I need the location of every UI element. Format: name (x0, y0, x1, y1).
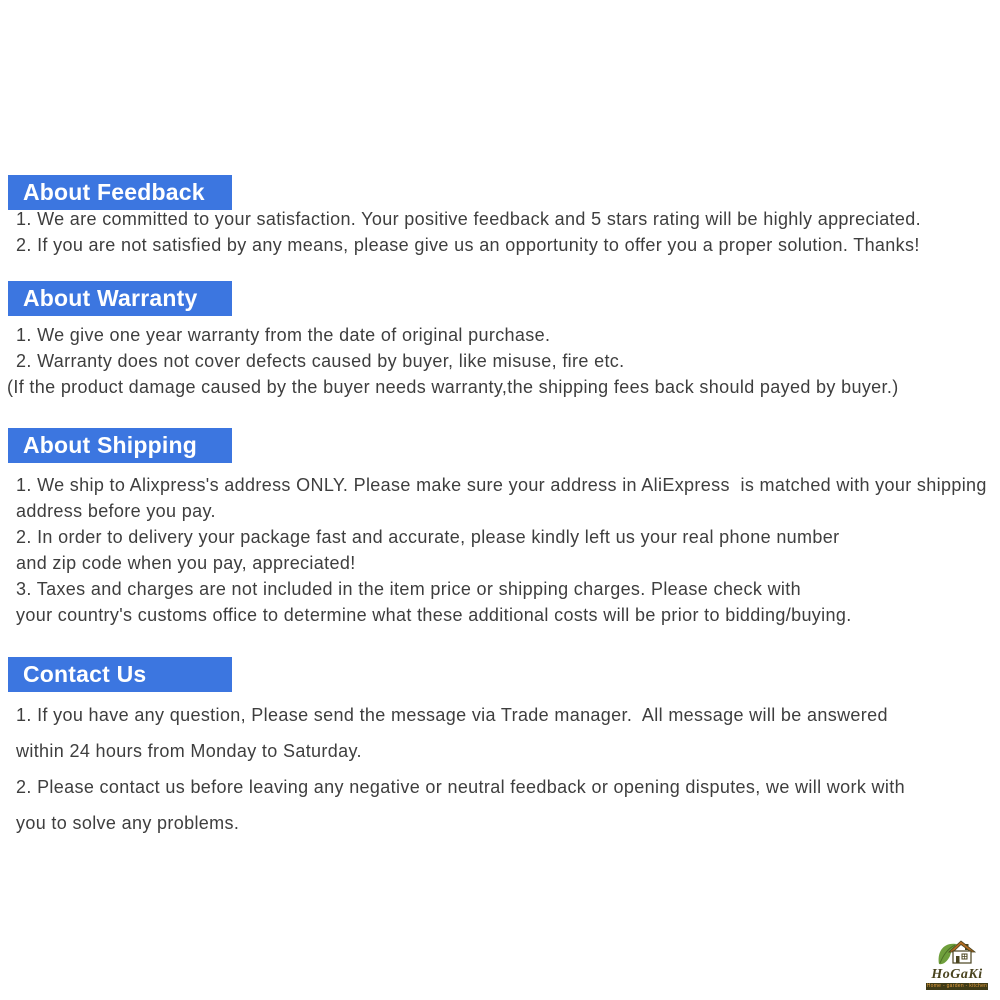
section-title-about-feedback: About Feedback (8, 175, 232, 210)
warranty-line-3: (If the product damage caused by the buyer needs warranty,the shipping fees back should payed by buyer.) (7, 377, 899, 397)
section-title-about-shipping: About Shipping (8, 428, 232, 463)
warranty-line-2: 2. Warranty does not cover defects caused by buyer, like misuse, fire etc. (16, 351, 625, 371)
section-title-contact-us: Contact Us (8, 657, 232, 692)
shipping-line-2-cont: and zip code when you pay, appreciated! (16, 553, 356, 573)
contact-line-1: 1. If you have any question, Please send the message via Trade manager. All message will be answered (16, 705, 888, 725)
feedback-line-2: 2. If you are not satisfied by any means, please give us an opportunity to offer you a proper solution. Thanks! (16, 235, 920, 255)
shipping-line-1-cont: address before you pay. (16, 501, 216, 521)
brand-name: HoGaKi (931, 967, 983, 982)
section-body-about-warranty (0, 322, 1000, 400)
leaf-house-icon (935, 938, 979, 968)
brand-tagline: Home - garden - kitchen (926, 983, 988, 989)
section-body-about-shipping (0, 472, 1000, 628)
section-body-contact-us (0, 697, 1000, 841)
feedback-line-1: 1. We are committed to your satisfaction. Your positive feedback and 5 stars rating will be highly appreciated. (16, 209, 921, 229)
contact-line-2: 2. Please contact us before leaving any negative or neutral feedback or opening disputes, we will work with (16, 777, 905, 797)
shipping-line-3: 3. Taxes and charges are not included in the item price or shipping charges. Please check with (16, 579, 801, 599)
shipping-line-1: 1. We ship to Alixpress's address ONLY. Please make sure your address in AliExpress is matched with your shipping (16, 475, 987, 495)
contact-line-2-cont: you to solve any problems. (16, 813, 240, 833)
section-title-about-warranty: About Warranty (8, 281, 232, 316)
warranty-line-1: 1. We give one year warranty from the date of original purchase. (16, 325, 551, 345)
contact-line-1-cont: within 24 hours from Monday to Saturday. (16, 741, 362, 761)
shipping-line-3-cont: your country's customs office to determine what these additional costs will be prior to bidding/buying. (16, 605, 852, 625)
brand-logo (926, 938, 988, 990)
section-body-about-feedback (0, 206, 1000, 258)
shipping-line-2: 2. In order to delivery your package fast and accurate, please kindly left us your real phone number (16, 527, 840, 547)
